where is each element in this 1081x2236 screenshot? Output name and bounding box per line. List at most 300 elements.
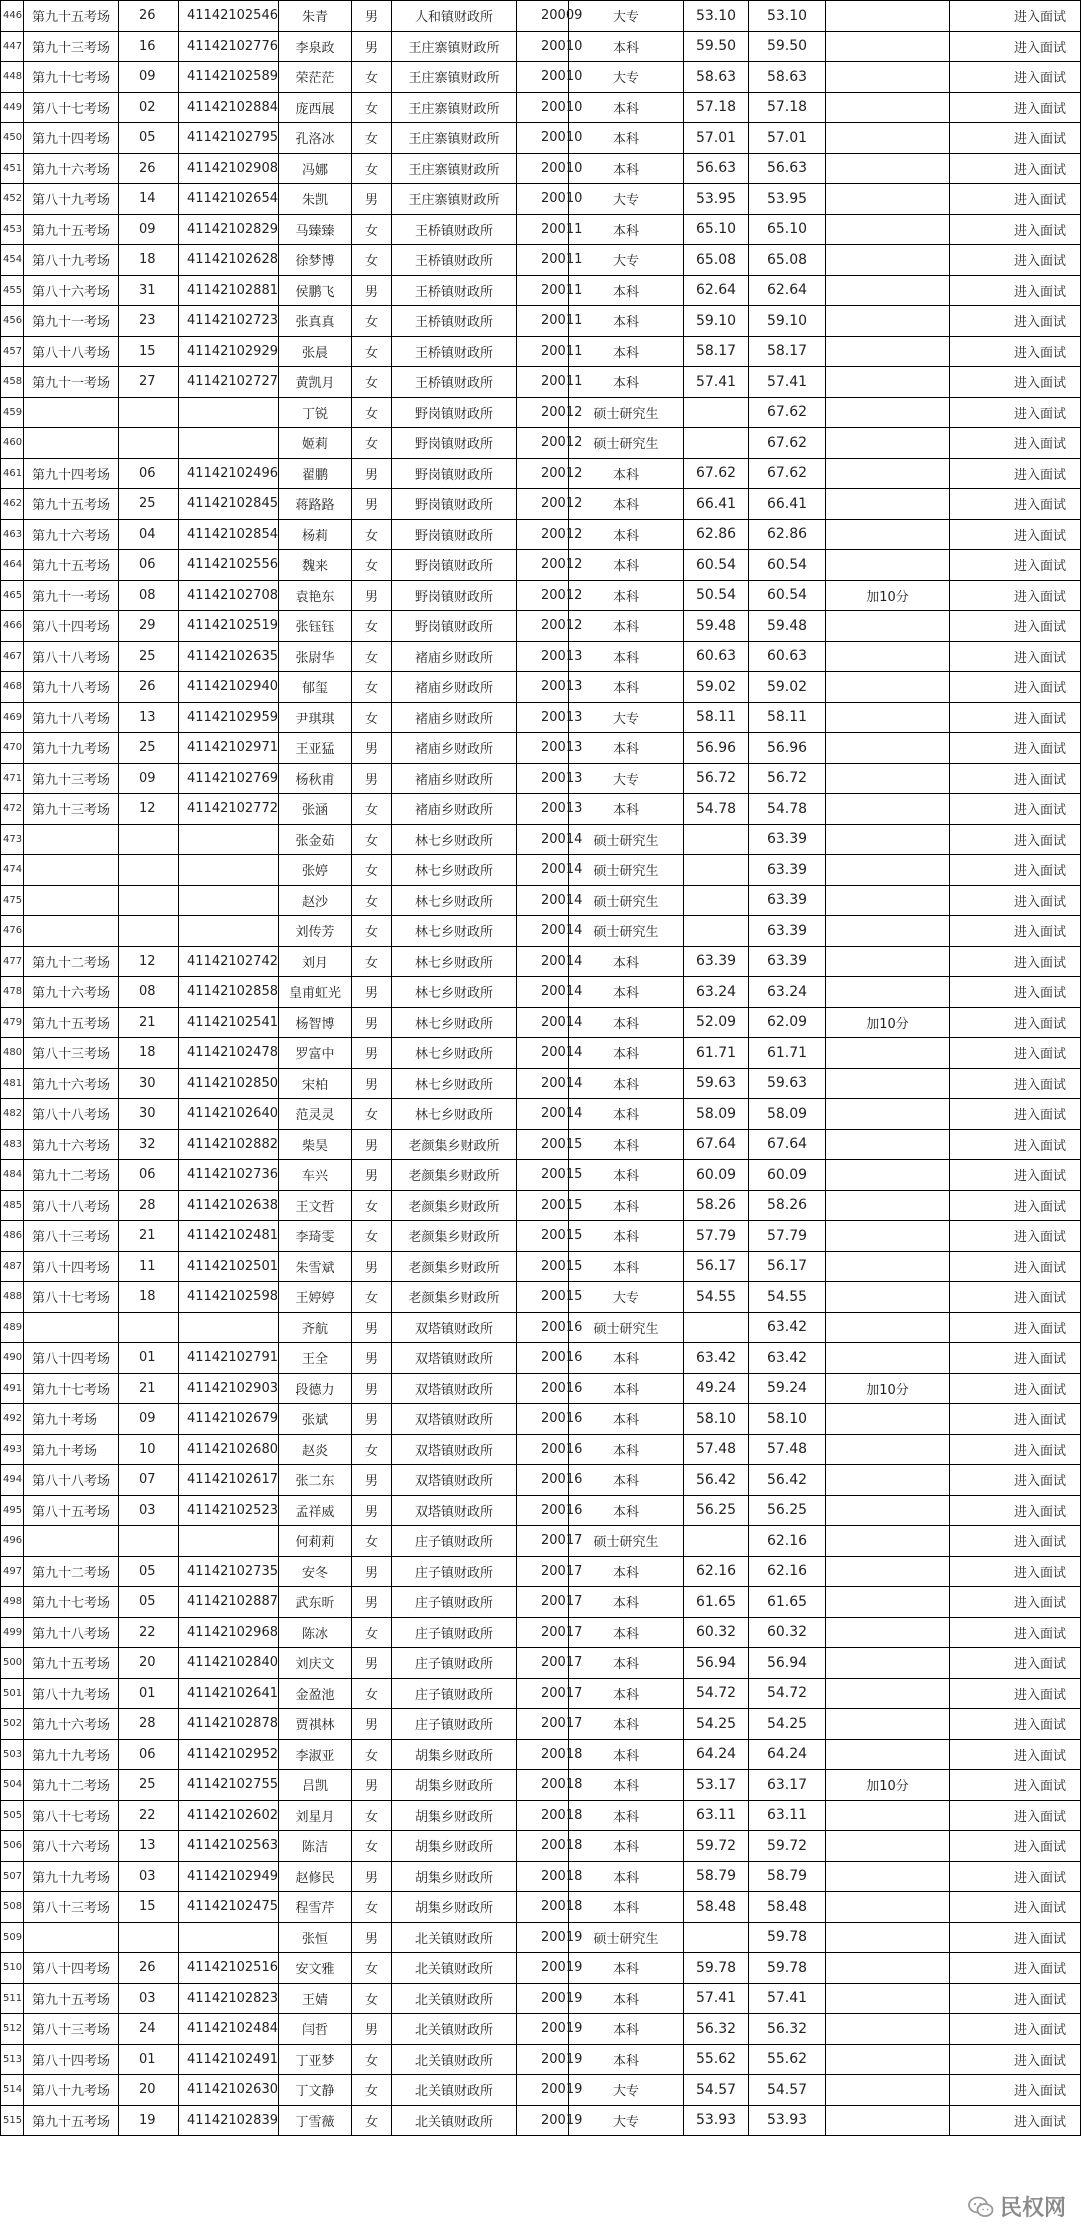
table-row — [1, 306, 1081, 337]
bonus-note-cell — [826, 92, 950, 123]
candidate-name-cell: 安冬 — [279, 1556, 352, 1587]
gender-cell: 男 — [352, 458, 392, 489]
gender-cell: 女 — [352, 794, 392, 825]
result-status-cell: 进入面试 — [950, 1709, 1081, 1740]
table-row — [1, 1373, 1081, 1404]
written-score-cell: 63.42 — [684, 1343, 749, 1374]
row-index-cell: 470 — [1, 733, 24, 764]
candidate-name-cell: 杨莉 — [279, 519, 352, 550]
row-index-cell: 476 — [1, 916, 24, 947]
written-score-cell: 59.48 — [684, 611, 749, 642]
gender-cell: 男 — [352, 1343, 392, 1374]
wechat-icon — [968, 2196, 994, 2218]
bonus-note-cell — [826, 2075, 950, 2106]
seat-number-cell: 06 — [119, 1160, 179, 1191]
unit-name-cell: 野岗镇财政所 — [392, 519, 517, 550]
result-status-cell: 进入面试 — [950, 1282, 1081, 1313]
total-score-cell: 67.62 — [749, 397, 826, 428]
row-index-cell: 446 — [1, 1, 24, 32]
seat-number-cell: 01 — [119, 2044, 179, 2075]
education-cell: 本科 — [569, 1831, 684, 1862]
ticket-number-cell: 41142102940 — [179, 672, 279, 703]
gender-cell: 男 — [352, 1007, 392, 1038]
table-row — [1, 275, 1081, 306]
written-score-cell: 60.63 — [684, 641, 749, 672]
written-score-cell: 53.10 — [684, 1, 749, 32]
total-score-cell: 59.78 — [749, 1953, 826, 1984]
unit-name-cell: 林七乡财政所 — [392, 977, 517, 1008]
exam-room-cell: 第九十一考场 — [24, 367, 119, 398]
candidate-name-cell: 杨智博 — [279, 1007, 352, 1038]
result-status-cell: 进入面试 — [950, 1739, 1081, 1770]
bonus-note-cell — [826, 1617, 950, 1648]
bonus-note-cell — [826, 1465, 950, 1496]
exam-room-cell: 第八十三考场 — [24, 2014, 119, 2045]
ticket-number-cell: 41142102496 — [179, 458, 279, 489]
post-code-cell: 20013 — [517, 702, 569, 733]
total-score-cell: 61.71 — [749, 1038, 826, 1069]
table-row — [1, 580, 1081, 611]
ticket-number-cell: 41142102638 — [179, 1190, 279, 1221]
table-row — [1, 1404, 1081, 1435]
bonus-note-cell — [826, 2105, 950, 2136]
seat-number-cell: 09 — [119, 763, 179, 794]
total-score-cell: 60.63 — [749, 641, 826, 672]
education-cell: 硕士研究生 — [569, 1312, 684, 1343]
bonus-note-cell — [826, 62, 950, 93]
table-row — [1, 824, 1081, 855]
gender-cell: 男 — [352, 1038, 392, 1069]
row-index-cell: 507 — [1, 1861, 24, 1892]
exam-room-cell: 第九十六考场 — [24, 1129, 119, 1160]
candidate-name-cell: 张金茹 — [279, 824, 352, 855]
unit-name-cell: 老颜集乡财政所 — [392, 1160, 517, 1191]
ticket-number-cell — [179, 885, 279, 916]
seat-number-cell — [119, 1312, 179, 1343]
row-index-cell: 484 — [1, 1160, 24, 1191]
education-cell: 本科 — [569, 275, 684, 306]
bonus-note-cell — [826, 397, 950, 428]
post-code-cell: 20015 — [517, 1190, 569, 1221]
bonus-note-cell — [826, 763, 950, 794]
gender-cell: 女 — [352, 2105, 392, 2136]
gender-cell: 女 — [352, 1739, 392, 1770]
total-score-cell: 67.62 — [749, 428, 826, 459]
bonus-note-cell — [826, 1221, 950, 1252]
gender-cell: 男 — [352, 1587, 392, 1618]
post-code-cell: 20015 — [517, 1129, 569, 1160]
table-row — [1, 1617, 1081, 1648]
bonus-note-cell — [826, 1495, 950, 1526]
post-code-cell: 20016 — [517, 1434, 569, 1465]
post-code-cell: 20012 — [517, 580, 569, 611]
table-row — [1, 1251, 1081, 1282]
education-cell: 本科 — [569, 336, 684, 367]
total-score-cell: 59.72 — [749, 1831, 826, 1862]
exam-room-cell: 第九十考场 — [24, 1404, 119, 1435]
total-score-cell: 60.54 — [749, 580, 826, 611]
education-cell: 硕士研究生 — [569, 1526, 684, 1557]
post-code-cell: 20012 — [517, 519, 569, 550]
unit-name-cell: 人和镇财政所 — [392, 1, 517, 32]
result-status-cell: 进入面试 — [950, 1434, 1081, 1465]
unit-name-cell: 王庄寨镇财政所 — [392, 31, 517, 62]
post-code-cell: 20016 — [517, 1495, 569, 1526]
bonus-note-cell — [826, 824, 950, 855]
seat-number-cell: 26 — [119, 153, 179, 184]
gender-cell: 男 — [352, 1129, 392, 1160]
bonus-note-cell — [826, 1434, 950, 1465]
exam-room-cell: 第八十七考场 — [24, 92, 119, 123]
ticket-number-cell: 41142102556 — [179, 550, 279, 581]
exam-room-cell — [24, 1312, 119, 1343]
row-index-cell: 513 — [1, 2044, 24, 2075]
education-cell: 本科 — [569, 1068, 684, 1099]
result-status-cell: 进入面试 — [950, 367, 1081, 398]
exam-room-cell: 第九十七考场 — [24, 62, 119, 93]
gender-cell: 女 — [352, 1800, 392, 1831]
bonus-note-cell — [826, 1068, 950, 1099]
seat-number-cell: 25 — [119, 733, 179, 764]
post-code-cell: 20013 — [517, 641, 569, 672]
education-cell: 大专 — [569, 702, 684, 733]
education-cell: 本科 — [569, 550, 684, 581]
seat-number-cell: 32 — [119, 1129, 179, 1160]
education-cell: 硕士研究生 — [569, 1922, 684, 1953]
seat-number-cell: 11 — [119, 1251, 179, 1282]
exam-room-cell: 第九十八考场 — [24, 702, 119, 733]
result-status-cell: 进入面试 — [950, 2044, 1081, 2075]
unit-name-cell: 庄子镇财政所 — [392, 1678, 517, 1709]
exam-room-cell: 第九十二考场 — [24, 1556, 119, 1587]
written-score-cell: 56.32 — [684, 2014, 749, 2045]
gender-cell: 男 — [352, 1160, 392, 1191]
post-code-cell: 20018 — [517, 1739, 569, 1770]
exam-room-cell: 第九十八考场 — [24, 1617, 119, 1648]
table-row — [1, 1190, 1081, 1221]
post-code-cell: 20016 — [517, 1343, 569, 1374]
gender-cell: 女 — [352, 916, 392, 947]
ticket-number-cell: 41142102516 — [179, 1953, 279, 1984]
bonus-note-cell — [826, 275, 950, 306]
bonus-note-cell — [826, 1099, 950, 1130]
education-cell: 本科 — [569, 1343, 684, 1374]
seat-number-cell: 15 — [119, 336, 179, 367]
row-index-cell: 515 — [1, 2105, 24, 2136]
written-score-cell: 56.63 — [684, 153, 749, 184]
exam-room-cell: 第九十二考场 — [24, 1770, 119, 1801]
result-status-cell: 进入面试 — [950, 1099, 1081, 1130]
row-index-cell: 482 — [1, 1099, 24, 1130]
written-score-cell — [684, 916, 749, 947]
education-cell: 本科 — [569, 123, 684, 154]
post-code-cell: 20015 — [517, 1282, 569, 1313]
ticket-number-cell: 41142102829 — [179, 214, 279, 245]
gender-cell: 男 — [352, 275, 392, 306]
written-score-cell: 56.42 — [684, 1465, 749, 1496]
total-score-cell: 63.42 — [749, 1312, 826, 1343]
written-score-cell: 60.09 — [684, 1160, 749, 1191]
exam-room-cell: 第九十三考场 — [24, 31, 119, 62]
post-code-cell: 20015 — [517, 1251, 569, 1282]
gender-cell: 男 — [352, 1922, 392, 1953]
candidate-name-cell: 何莉莉 — [279, 1526, 352, 1557]
unit-name-cell: 王庄寨镇财政所 — [392, 62, 517, 93]
written-score-cell: 63.11 — [684, 1800, 749, 1831]
total-score-cell: 57.79 — [749, 1221, 826, 1252]
bonus-note-cell — [826, 672, 950, 703]
ticket-number-cell: 41142102769 — [179, 763, 279, 794]
exam-room-cell — [24, 885, 119, 916]
row-index-cell: 460 — [1, 428, 24, 459]
exam-room-cell — [24, 1922, 119, 1953]
candidate-name-cell: 赵沙 — [279, 885, 352, 916]
row-index-cell: 474 — [1, 855, 24, 886]
post-code-cell: 20013 — [517, 672, 569, 703]
candidate-name-cell: 宋柏 — [279, 1068, 352, 1099]
unit-name-cell: 庄子镇财政所 — [392, 1556, 517, 1587]
education-cell: 本科 — [569, 489, 684, 520]
post-code-cell: 20010 — [517, 62, 569, 93]
table-row — [1, 1587, 1081, 1618]
seat-number-cell: 05 — [119, 1587, 179, 1618]
bonus-note-cell — [826, 1129, 950, 1160]
written-score-cell: 49.24 — [684, 1373, 749, 1404]
bonus-note-cell — [826, 1739, 950, 1770]
written-score-cell: 52.09 — [684, 1007, 749, 1038]
education-cell: 硕士研究生 — [569, 397, 684, 428]
table-row — [1, 153, 1081, 184]
candidate-name-cell: 张涵 — [279, 794, 352, 825]
ticket-number-cell: 41142102546 — [179, 1, 279, 32]
total-score-cell: 59.63 — [749, 1068, 826, 1099]
table-row — [1, 489, 1081, 520]
candidate-name-cell: 吕凯 — [279, 1770, 352, 1801]
bonus-note-cell — [826, 1922, 950, 1953]
seat-number-cell: 06 — [119, 550, 179, 581]
education-cell: 大专 — [569, 62, 684, 93]
row-index-cell: 469 — [1, 702, 24, 733]
table-row — [1, 1770, 1081, 1801]
education-cell: 本科 — [569, 1373, 684, 1404]
row-index-cell: 472 — [1, 794, 24, 825]
seat-number-cell: 12 — [119, 794, 179, 825]
unit-name-cell: 庄子镇财政所 — [392, 1526, 517, 1557]
education-cell: 本科 — [569, 1709, 684, 1740]
ticket-number-cell: 41142102654 — [179, 184, 279, 215]
bonus-note-cell — [826, 2014, 950, 2045]
gender-cell: 女 — [352, 336, 392, 367]
exam-room-cell: 第八十八考场 — [24, 1190, 119, 1221]
table-row — [1, 611, 1081, 642]
row-index-cell: 454 — [1, 245, 24, 276]
total-score-cell: 56.63 — [749, 153, 826, 184]
result-status-cell: 进入面试 — [950, 824, 1081, 855]
ticket-number-cell: 41142102878 — [179, 1709, 279, 1740]
post-code-cell: 20013 — [517, 763, 569, 794]
unit-name-cell: 野岗镇财政所 — [392, 611, 517, 642]
exam-room-cell: 第八十九考场 — [24, 245, 119, 276]
result-status-cell: 进入面试 — [950, 763, 1081, 794]
bonus-note-cell — [826, 2044, 950, 2075]
table-row — [1, 245, 1081, 276]
gender-cell: 女 — [352, 245, 392, 276]
gender-cell: 男 — [352, 733, 392, 764]
written-score-cell: 63.24 — [684, 977, 749, 1008]
row-index-cell: 492 — [1, 1404, 24, 1435]
gender-cell: 女 — [352, 1892, 392, 1923]
education-cell: 本科 — [569, 1251, 684, 1282]
row-index-cell: 506 — [1, 1831, 24, 1862]
result-status-cell: 进入面试 — [950, 1495, 1081, 1526]
candidate-name-cell: 张恒 — [279, 1922, 352, 1953]
education-cell: 本科 — [569, 31, 684, 62]
education-cell: 本科 — [569, 1160, 684, 1191]
written-score-cell: 60.32 — [684, 1617, 749, 1648]
table-body — [1, 1, 1081, 2136]
seat-number-cell: 03 — [119, 1983, 179, 2014]
post-code-cell: 20019 — [517, 2075, 569, 2106]
table-row — [1, 1953, 1081, 1984]
unit-name-cell: 北关镇财政所 — [392, 1983, 517, 2014]
total-score-cell: 56.72 — [749, 763, 826, 794]
candidate-name-cell: 庞西展 — [279, 92, 352, 123]
candidate-name-cell: 孟祥威 — [279, 1495, 352, 1526]
gender-cell: 女 — [352, 428, 392, 459]
result-status-cell: 进入面试 — [950, 1770, 1081, 1801]
unit-name-cell: 褚庙乡财政所 — [392, 702, 517, 733]
written-score-cell: 65.08 — [684, 245, 749, 276]
bonus-note-cell: 加10分 — [826, 1373, 950, 1404]
written-score-cell: 56.17 — [684, 1251, 749, 1282]
unit-name-cell: 王桥镇财政所 — [392, 336, 517, 367]
education-cell: 本科 — [569, 580, 684, 611]
bonus-note-cell — [826, 641, 950, 672]
bonus-note-cell — [826, 1800, 950, 1831]
seat-number-cell: 23 — [119, 306, 179, 337]
post-code-cell: 20014 — [517, 824, 569, 855]
unit-name-cell: 王桥镇财政所 — [392, 306, 517, 337]
unit-name-cell: 庄子镇财政所 — [392, 1709, 517, 1740]
candidate-name-cell: 丁雪薇 — [279, 2105, 352, 2136]
unit-name-cell: 老颜集乡财政所 — [392, 1282, 517, 1313]
post-code-cell: 20017 — [517, 1526, 569, 1557]
gender-cell: 女 — [352, 672, 392, 703]
unit-name-cell: 双塔镇财政所 — [392, 1404, 517, 1435]
education-cell: 本科 — [569, 672, 684, 703]
unit-name-cell: 林七乡财政所 — [392, 1068, 517, 1099]
ticket-number-cell: 41142102850 — [179, 1068, 279, 1099]
result-status-cell: 进入面试 — [950, 489, 1081, 520]
ticket-number-cell — [179, 397, 279, 428]
ticket-number-cell: 41142102589 — [179, 62, 279, 93]
seat-number-cell — [119, 1526, 179, 1557]
seat-number-cell: 18 — [119, 1038, 179, 1069]
table-row — [1, 1160, 1081, 1191]
result-status-cell: 进入面试 — [950, 1343, 1081, 1374]
candidate-name-cell: 安文雅 — [279, 1953, 352, 1984]
result-status-cell: 进入面试 — [950, 611, 1081, 642]
row-index-cell: 456 — [1, 306, 24, 337]
post-code-cell: 20014 — [517, 916, 569, 947]
candidate-name-cell: 金盈池 — [279, 1678, 352, 1709]
written-score-cell: 54.57 — [684, 2075, 749, 2106]
result-status-cell: 进入面试 — [950, 31, 1081, 62]
gender-cell: 女 — [352, 1953, 392, 1984]
written-score-cell: 53.93 — [684, 2105, 749, 2136]
candidate-name-cell: 王婧 — [279, 1983, 352, 2014]
total-score-cell: 63.39 — [749, 885, 826, 916]
table-row — [1, 1, 1081, 32]
education-cell: 本科 — [569, 641, 684, 672]
table-row — [1, 184, 1081, 215]
education-cell: 硕士研究生 — [569, 428, 684, 459]
gender-cell: 男 — [352, 1068, 392, 1099]
exam-room-cell: 第八十九考场 — [24, 1678, 119, 1709]
row-index-cell: 511 — [1, 1983, 24, 2014]
written-score-cell: 61.65 — [684, 1587, 749, 1618]
exam-room-cell: 第八十七考场 — [24, 1282, 119, 1313]
written-score-cell: 56.72 — [684, 763, 749, 794]
exam-room-cell: 第八十四考场 — [24, 1251, 119, 1282]
post-code-cell: 20014 — [517, 946, 569, 977]
total-score-cell: 53.95 — [749, 184, 826, 215]
row-index-cell: 508 — [1, 1892, 24, 1923]
row-index-cell: 479 — [1, 1007, 24, 1038]
written-score-cell: 62.64 — [684, 275, 749, 306]
education-cell: 本科 — [569, 153, 684, 184]
row-index-cell: 464 — [1, 550, 24, 581]
result-status-cell: 进入面试 — [950, 1251, 1081, 1282]
table-row — [1, 1068, 1081, 1099]
written-score-cell: 50.54 — [684, 580, 749, 611]
education-cell: 本科 — [569, 1099, 684, 1130]
result-status-cell: 进入面试 — [950, 306, 1081, 337]
row-index-cell: 505 — [1, 1800, 24, 1831]
table-row — [1, 428, 1081, 459]
bonus-note-cell — [826, 885, 950, 916]
ticket-number-cell: 41142102949 — [179, 1861, 279, 1892]
bonus-note-cell — [826, 1709, 950, 1740]
table-row — [1, 550, 1081, 581]
seat-number-cell: 26 — [119, 1, 179, 32]
row-index-cell: 500 — [1, 1648, 24, 1679]
gender-cell: 女 — [352, 62, 392, 93]
written-score-cell — [684, 1922, 749, 1953]
row-index-cell: 510 — [1, 1953, 24, 1984]
total-score-cell: 58.17 — [749, 336, 826, 367]
ticket-number-cell: 41142102839 — [179, 2105, 279, 2136]
post-code-cell: 20014 — [517, 855, 569, 886]
total-score-cell: 59.48 — [749, 611, 826, 642]
seat-number-cell: 24 — [119, 2014, 179, 2045]
unit-name-cell: 王庄寨镇财政所 — [392, 184, 517, 215]
result-status-cell: 进入面试 — [950, 245, 1081, 276]
education-cell: 硕士研究生 — [569, 916, 684, 947]
candidate-name-cell: 范灵灵 — [279, 1099, 352, 1130]
total-score-cell: 54.78 — [749, 794, 826, 825]
written-score-cell: 60.54 — [684, 550, 749, 581]
education-cell: 本科 — [569, 92, 684, 123]
result-status-cell: 进入面试 — [950, 62, 1081, 93]
result-status-cell: 进入面试 — [950, 1404, 1081, 1435]
ticket-number-cell: 41142102680 — [179, 1434, 279, 1465]
seat-number-cell: 05 — [119, 1556, 179, 1587]
row-index-cell: 467 — [1, 641, 24, 672]
gender-cell: 女 — [352, 550, 392, 581]
bonus-note-cell — [826, 1587, 950, 1618]
candidate-name-cell: 丁文静 — [279, 2075, 352, 2106]
